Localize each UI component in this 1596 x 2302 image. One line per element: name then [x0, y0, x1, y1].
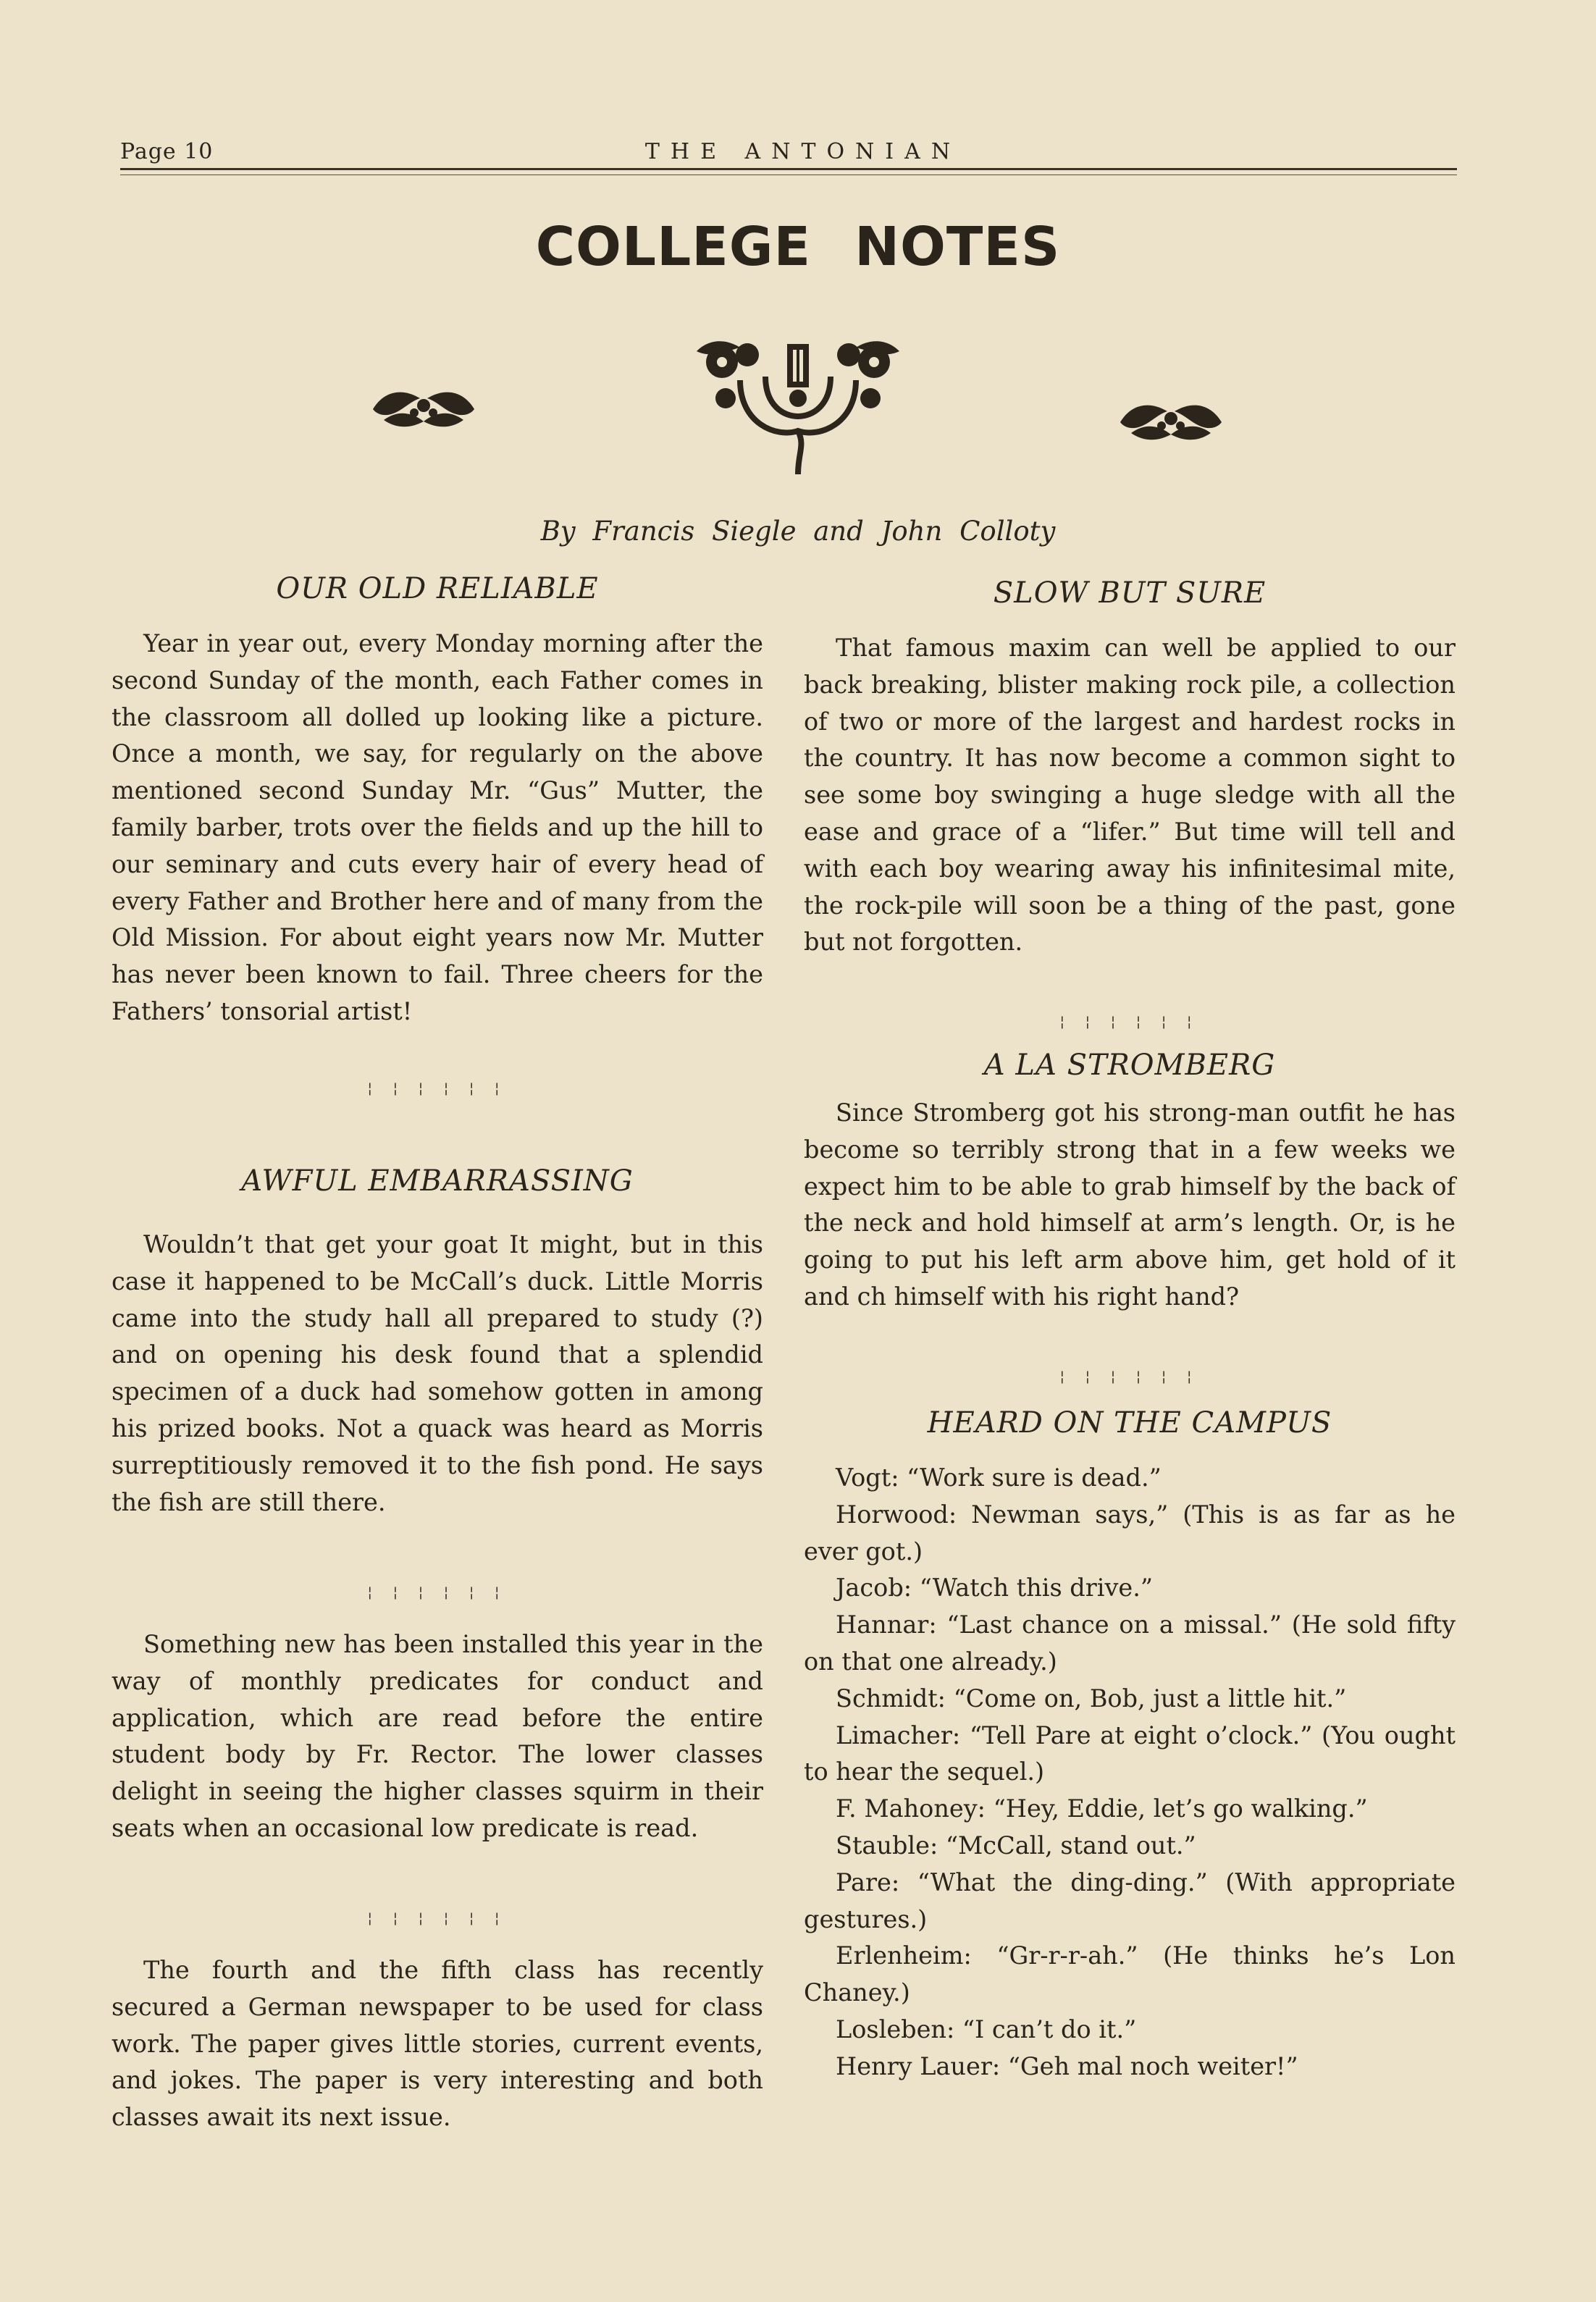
- quote-line: Henry Lauer: “Geh mal noch weiter!”: [836, 2051, 1298, 2080]
- quote-line: Pare: “What the ding-ding.” (With appropriate gestures.): [804, 1868, 1456, 1933]
- masthead: THE ANTONIAN: [644, 139, 962, 164]
- quote-line: Erlenheim: “Gr-r-r-ah.” (He thinks he’s Lon Chaney.): [804, 1941, 1456, 2007]
- quote-line: Losleben: “I can’t do it.”: [836, 2015, 1137, 2043]
- heading-a-la-stromberg: A LA STROMBERG: [983, 1049, 1276, 1082]
- header-rule: [120, 168, 1457, 170]
- heading-slow-but-sure: SLOW BUT SURE: [993, 576, 1267, 610]
- section-separator: ¦ ¦ ¦ ¦ ¦ ¦: [367, 1583, 508, 1600]
- page-title: [0, 216, 1596, 278]
- heard-on-campus-list: [804, 1460, 1456, 2085]
- quote-line: Limacher: “Tell Pare at eight o’clock.” (You ought to hear the sequel.): [804, 1721, 1456, 1786]
- title-word-college: COLLEGE: [535, 216, 812, 278]
- lyre-ornament-icon: [697, 337, 899, 482]
- holly-ornament-left-icon: [369, 377, 478, 434]
- article-slow-but-sure: That famous maxim can well be applied to our back breaking, blister making rock pile, a collection of two or more of the largest and hardest rocks in the country. It has now become a common sight to see some boy swinging a huge sledge with all the ease and grace of a “lifer.” But time will tell and with each boy wearing away his infinitesimal mite, the rock-pile will soon be a thing of the past, gone but not forgotten.: [804, 634, 1456, 957]
- section-separator: ¦ ¦ ¦ ¦ ¦ ¦: [367, 1079, 508, 1096]
- section-separator: ¦ ¦ ¦ ¦ ¦ ¦: [1059, 1367, 1200, 1385]
- heading-heard-on-campus: HEARD ON THE CAMPUS: [927, 1406, 1332, 1440]
- quote-line: Horwood: Newman says,” (This is as far as he ever got.): [804, 1500, 1456, 1566]
- heading-our-old-reliable: OUR OLD RELIABLE: [276, 572, 599, 605]
- quote-line: F. Mahoney: “Hey, Eddie, let’s go walking.”: [836, 1794, 1368, 1823]
- holly-ornament-right-icon: [1117, 390, 1225, 448]
- page-number: Page 10: [120, 139, 214, 164]
- section-separator: ¦ ¦ ¦ ¦ ¦ ¦: [1059, 1012, 1200, 1030]
- article-our-old-reliable: Year in year out, every Monday morning after the second Sunday of the month, each Father comes in the classroom all dolled up looking like a picture. Once a month, we say, for regularly on the above mentioned second Sunday Mr. “Gus” Mutter, the family barber, trots over the fields and up the hill to our seminary and cuts every hair of every head of every Father and Brother here and of many from the Old Mission. For about eight years now Mr. Mutter has never been known to fail. Three cheers for the Fathers’ tonsorial artist!: [112, 629, 763, 1025]
- article-a-la-stromberg: Since Stromberg got his strong-man outfit he has become so terribly strong that in a few weeks we expect him to be able to grab himself by the back of the neck and hold himself at arm’s length. Or, is he going to put his left arm above him, get hold of it and ch himself with his right hand?: [804, 1099, 1456, 1311]
- article-german-paper: The fourth and the fifth class has recently secured a German newspaper to be used for class work. The paper gives little stories, current events, and jokes. The paper is very interesting and both classes await its next issue.: [112, 1956, 763, 2132]
- quote-line: Stauble: “McCall, stand out.”: [836, 1831, 1196, 1860]
- quote-line: Schmidt: “Come on, Bob, just a little hit.”: [836, 1684, 1347, 1713]
- quote-line: Vogt: “Work sure is dead.”: [836, 1463, 1162, 1492]
- heading-awful-embarrassing: AWFUL EMBARRASSING: [241, 1164, 634, 1198]
- title-word-notes: NOTES: [854, 216, 1061, 278]
- section-separator: ¦ ¦ ¦ ¦ ¦ ¦: [367, 1909, 508, 1926]
- article-awful-embarrassing: Wouldn’t that get your goat It might, but in this case it happened to be McCall’s duck. Little Morris came into the study hall all prepared to study (?) and on opening his desk found that a splendid specimen of a duck had somehow gotten in among his prized books. Not a quack was heard as Morris surreptitiously removed it to the fish pond. He says the fish are still there.: [112, 1230, 763, 1516]
- quote-line: Jacob: “Watch this drive.”: [836, 1574, 1154, 1602]
- byline: By Francis Siegle and John Colloty: [540, 516, 1056, 547]
- article-predicates: Something new has been installed this year in the way of monthly predicates for conduct and application, which are read before the entire student body by Fr. Rector. The lower classes delight in seeing the higher classes squirm in their seats when an occasional low predicate is read.: [112, 1630, 763, 1842]
- quote-line: Hannar: “Last chance on a missal.” (He sold fifty on that one already.): [804, 1610, 1456, 1676]
